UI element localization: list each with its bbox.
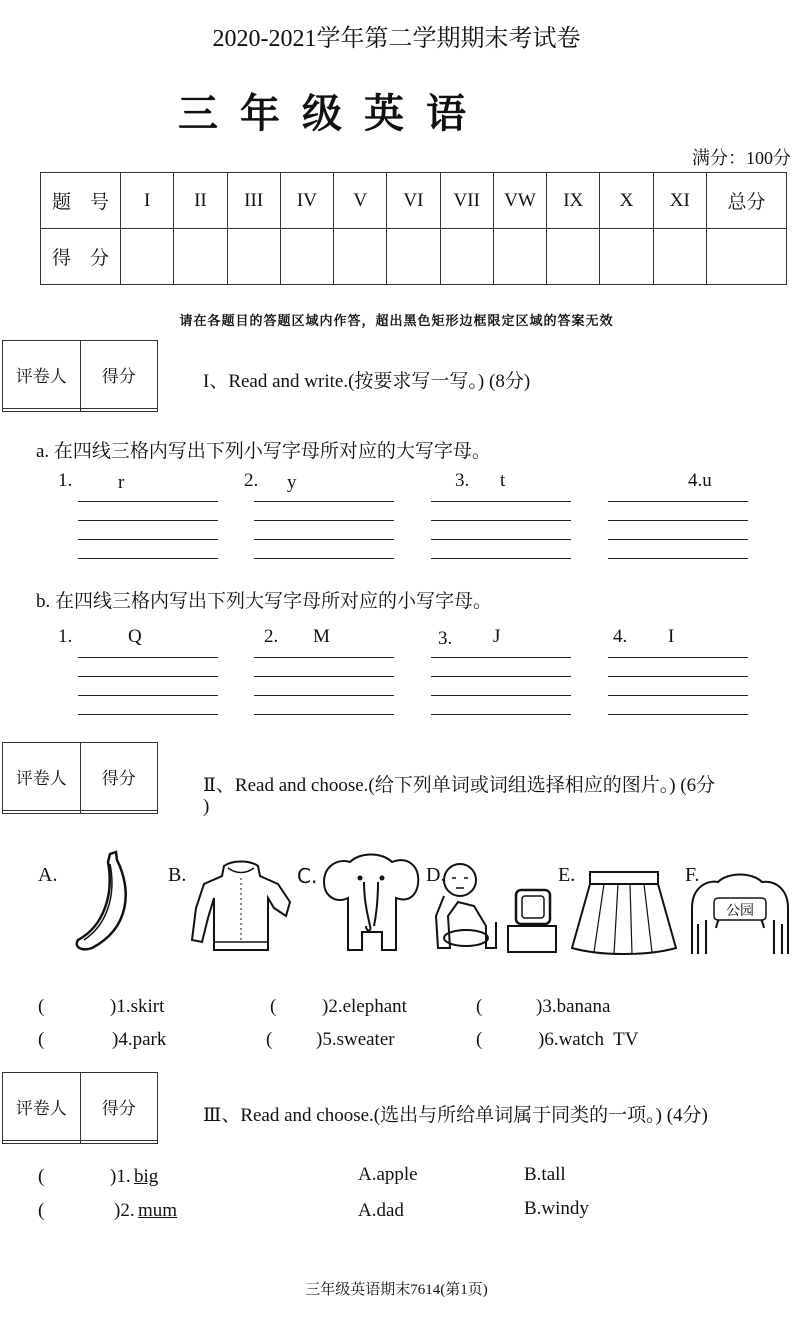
column-label: IX (547, 173, 600, 229)
picture-label-d: D. (426, 864, 446, 886)
answer-paren[interactable]: ( (38, 1166, 45, 1187)
subject-title: 三年级英语 (178, 91, 488, 137)
four-line-grid[interactable] (254, 501, 394, 577)
score-cell[interactable] (493, 229, 546, 285)
question-text: )2.elephant (322, 996, 407, 1017)
part-a-title: a. 在四线三格内写出下列小写字母所对应的大写字母。 (36, 441, 491, 462)
score-table-header-row (41, 173, 787, 229)
score-cell[interactable] (334, 229, 387, 285)
question-text: )4.park (112, 1029, 167, 1050)
item-number: 4. (613, 626, 628, 647)
section2-heading-cont: ) (203, 796, 210, 817)
reviewer-cell[interactable] (3, 811, 81, 814)
item-letter: I (668, 626, 675, 647)
column-label: IV (280, 173, 333, 229)
column-label: VI (387, 173, 440, 229)
score-cell[interactable] (227, 229, 280, 285)
item-number: 1. (58, 470, 73, 491)
reviewer-cell[interactable] (3, 1141, 81, 1144)
question-text: )5.sweater (316, 1029, 395, 1050)
watch-tv-icon (430, 856, 560, 956)
score-table (40, 172, 787, 285)
picture-label-a: A. (38, 864, 58, 886)
section3-heading: Ⅲ、Read and choose.(选出与所给单词属于同类的一项。) (4分) (203, 1105, 708, 1126)
four-line-grid[interactable] (608, 501, 748, 577)
elephant-icon (320, 852, 422, 956)
section-score-cell[interactable] (80, 409, 158, 412)
banana-icon (70, 850, 140, 954)
section1-heading: I、Read and write.(按要求写一写。) (8分) (203, 371, 531, 392)
question-number: )1. (110, 1166, 131, 1187)
question-text: )1.skirt (110, 996, 165, 1017)
item-letter: 4.u (688, 470, 712, 491)
answer-paren[interactable]: ( (270, 996, 277, 1017)
grader-box (2, 742, 158, 814)
score-cell[interactable] (600, 229, 653, 285)
column-label: V (334, 173, 387, 229)
option-b[interactable]: B.tall (524, 1164, 566, 1185)
answer-paren[interactable]: ( (38, 1200, 45, 1221)
section-score-cell[interactable] (80, 1141, 158, 1144)
section-score-cell[interactable] (80, 811, 158, 814)
item-number: 2. (264, 626, 279, 647)
question-text: )3.banana (536, 996, 611, 1017)
question-number: )2. (114, 1200, 135, 1221)
score-cell[interactable] (440, 229, 493, 285)
answer-paren[interactable]: ( (266, 1029, 273, 1050)
four-line-grid[interactable] (608, 657, 748, 733)
skirt-icon (570, 870, 678, 956)
option-a[interactable]: A.dad (358, 1200, 404, 1221)
score-cell[interactable] (280, 229, 333, 285)
park-icon (688, 868, 792, 956)
answer-paren[interactable]: ( (476, 1029, 483, 1050)
item-number: 2. (244, 470, 259, 491)
full-score: 满分：100分 (692, 148, 791, 168)
score-table-row-label: 题 号 (41, 173, 121, 229)
question-word: mum (138, 1200, 178, 1221)
question-word: big (134, 1166, 159, 1187)
reviewer-label: 评卷人 (3, 1073, 81, 1141)
page-footer: 三年级英语期末7614(第1页) (305, 1282, 488, 1298)
item-letter: M (313, 626, 330, 647)
item-letter: Q (128, 626, 142, 647)
item-number: 3. (455, 470, 470, 491)
question-text: )6.watch TV (538, 1029, 639, 1050)
answer-area-instruction: 请在各题目的答题区域内作答，超出黑色矩形边框限定区域的答案无效 (179, 314, 614, 329)
score-label: 得分 (80, 341, 158, 409)
picture-label-b: B. (168, 864, 187, 886)
item-letter: y (287, 472, 297, 493)
score-label: 得分 (80, 743, 158, 811)
column-label: III (227, 173, 280, 229)
answer-paren[interactable]: ( (38, 1029, 45, 1050)
score-cell[interactable] (653, 229, 706, 285)
total-score-cell[interactable] (707, 229, 787, 285)
column-label: I (121, 173, 174, 229)
score-cell[interactable] (121, 229, 174, 285)
grader-box (2, 1072, 158, 1144)
option-b[interactable]: B.windy (524, 1198, 589, 1219)
column-label: II (174, 173, 227, 229)
option-a[interactable]: A.apple (358, 1164, 418, 1185)
picture-label-f: F. (685, 864, 700, 886)
score-label: 得分 (80, 1073, 158, 1141)
sweater-icon (188, 858, 294, 956)
picture-label-c: C. (297, 864, 318, 888)
four-line-grid[interactable] (78, 657, 218, 733)
reviewer-cell[interactable] (3, 409, 81, 412)
score-cell[interactable] (547, 229, 600, 285)
grader-box (2, 340, 158, 412)
picture-label-e: E. (558, 864, 576, 886)
four-line-grid[interactable] (254, 657, 394, 733)
four-line-grid[interactable] (78, 501, 218, 577)
column-label-total: 总分 (707, 173, 787, 229)
item-letter: J (493, 626, 501, 647)
reviewer-label: 评卷人 (3, 743, 81, 811)
item-letter: t (500, 470, 506, 491)
score-cell[interactable] (387, 229, 440, 285)
column-label: XI (653, 173, 706, 229)
answer-paren[interactable]: ( (476, 996, 483, 1017)
item-letter: r (118, 472, 125, 493)
column-label: VW (493, 173, 546, 229)
four-line-grid[interactable] (431, 657, 571, 733)
section2-heading: Ⅱ、Read and choose.(给下列单词或词组选择相应的图片。) (6分 (203, 775, 716, 796)
part-b-title: b. 在四线三格内写出下列大写字母所对应的小写字母。 (36, 591, 493, 612)
score-table-row-label: 得 分 (41, 229, 121, 285)
score-table-score-row (41, 229, 787, 285)
score-cell[interactable] (174, 229, 227, 285)
park-sign-text: 公园 (726, 903, 754, 919)
four-line-grid[interactable] (431, 501, 571, 577)
item-number: 3. (438, 628, 453, 649)
column-label: X (600, 173, 653, 229)
answer-paren[interactable]: ( (38, 996, 45, 1017)
exam-title: 2020-2021学年第二学期期末考试卷 (212, 26, 581, 52)
column-label: VII (440, 173, 493, 229)
item-number: 1. (58, 626, 73, 647)
reviewer-label: 评卷人 (3, 341, 81, 409)
